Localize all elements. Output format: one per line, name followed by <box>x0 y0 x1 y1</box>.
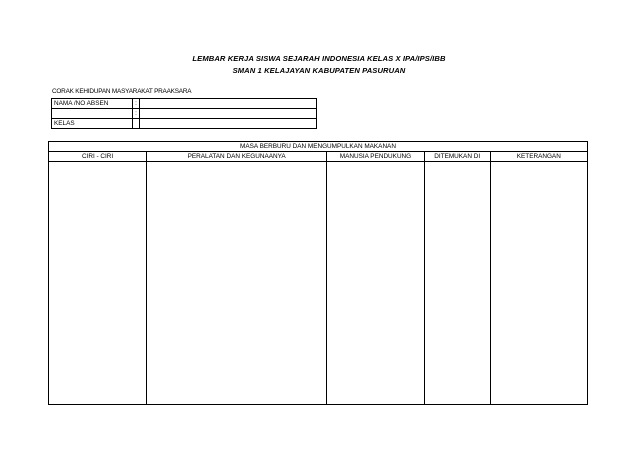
column-header: CIRI - CIRI <box>49 152 147 162</box>
worksheet-table <box>48 141 588 405</box>
column-header: KETERANGAN <box>490 152 587 162</box>
subheading: CORAK KEHIDUPAN MASYARAKAT PRAAKSARA <box>52 88 192 95</box>
absen-field[interactable] <box>140 109 317 119</box>
ditemukan-di-cell[interactable] <box>424 162 490 405</box>
manusia-pendukung-cell[interactable] <box>327 162 425 405</box>
ciri-ciri-cell[interactable] <box>49 162 147 405</box>
class-field[interactable] <box>140 119 317 129</box>
identity-row <box>52 109 317 119</box>
identity-colon: : <box>133 109 140 119</box>
identity-row <box>52 99 317 109</box>
identity-label: KELAS <box>52 119 133 129</box>
section-title-row <box>49 142 588 152</box>
column-header: MANUSIA PENDUKUNG <box>327 152 425 162</box>
answer-row <box>49 162 588 405</box>
section-title: MASA BERBURU DAN MENGUMPULKAN MAKANAN <box>49 142 588 152</box>
name-field[interactable] <box>140 99 317 109</box>
column-header: DITEMUKAN DI <box>424 152 490 162</box>
worksheet-title: LEMBAR KERJA SISWA SEJARAH INDONESIA KELAS X IPA/IPS/IBB <box>192 54 446 63</box>
identity-colon: : <box>133 99 140 109</box>
peralatan-cell[interactable] <box>147 162 327 405</box>
identity-label: NAMA /NO ABSEN <box>52 99 133 109</box>
identity-row <box>52 119 317 129</box>
keterangan-cell[interactable] <box>490 162 587 405</box>
identity-table <box>51 98 317 129</box>
identity-colon <box>133 119 140 129</box>
column-header: PERALATAN DAN KEGUNAANYA <box>147 152 327 162</box>
column-header-row <box>49 152 588 162</box>
identity-label <box>52 109 133 119</box>
school-name: SMAN 1 KELAJAYAN KABUPATEN PASURUAN <box>232 66 406 75</box>
